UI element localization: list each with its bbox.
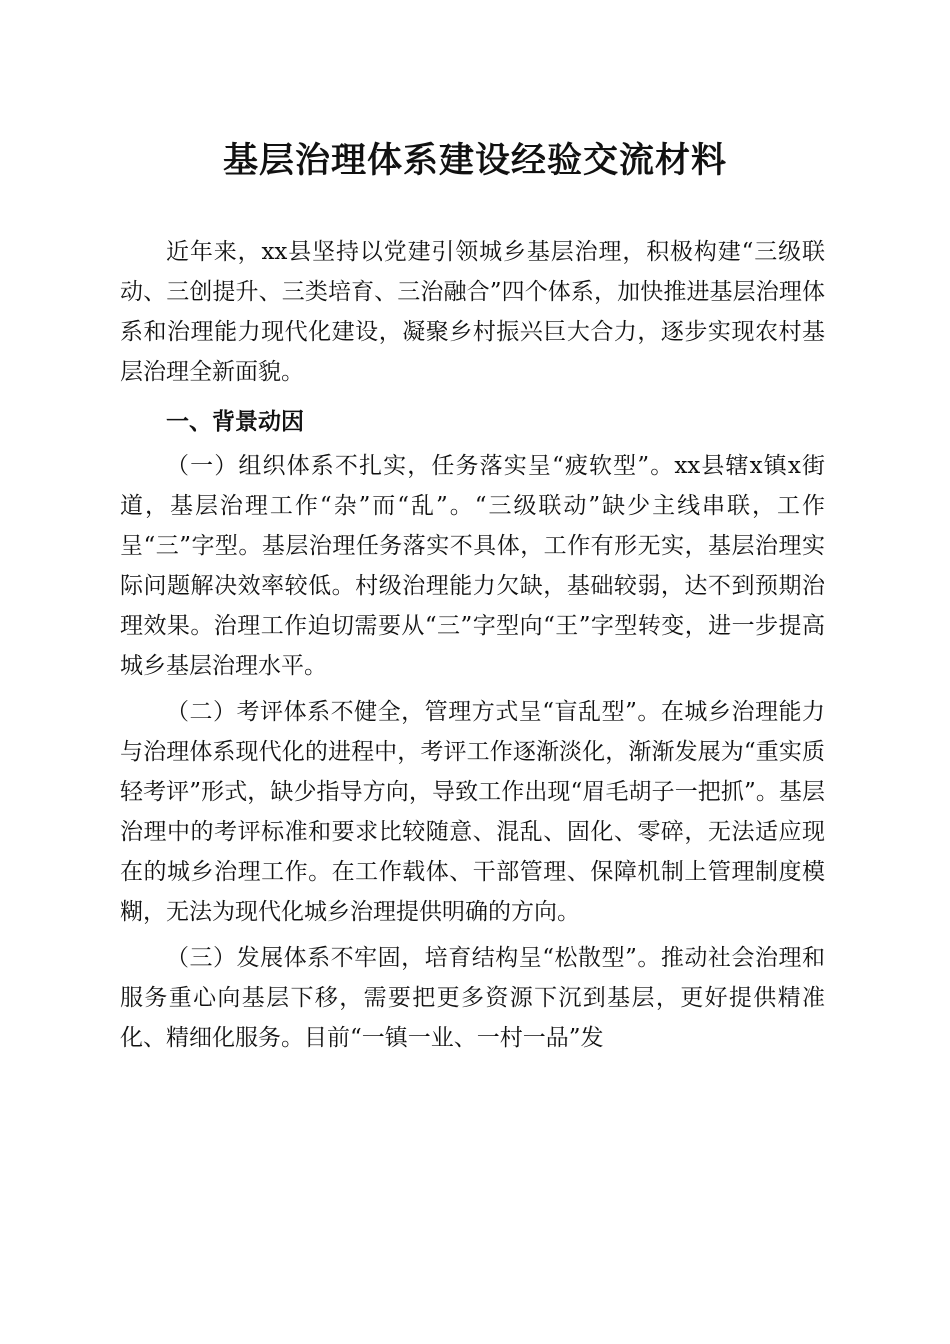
intro-paragraph: 近年来，xx县坚持以党建引领城乡基层治理，积极构建“三级联动、三创提升、三类培育、三治融合”四个体系，加快推进基层治理体系和治理能力现代化建设，凝聚乡村振兴巨大合力，逐步实现农村基层治理全新面貌。 [120,239,825,385]
document-body [120,232,825,1058]
subsection-paragraph-1 [120,446,825,686]
section-heading-background: 一、背景动因 [166,409,304,435]
document-title: 基层治理体系建设经验交流材料 [222,140,727,181]
subsection-body-1: xx县辖x镇x街道，基层治理工作“杂”而“乱”。“三级联动”缺少主线串联，工作呈“三”字型。基层治理任务落实不具体，工作有形无实，基层治理实际问题解决效率较低。村级治理能力欠缺，基础较弱，达不到预期治理效果。治理工作迫切需要从“三”字型向“王”字型转变，进一步提高城乡基层治理水平。 [120,453,825,679]
subsection-paragraph-3 [120,938,825,1058]
subsection-body-3: 推动社会治理和服务重心向基层下移，需要把更多资源下沉到基层，更好提供精准化、精细化服务。目前“一镇一业、一村一品”发 [120,945,825,1051]
subsection-title-1: （一）组织体系不扎实，任务落实呈“疲软型”。 [166,453,675,479]
subsection-title-3: （三）发展体系不牢固，培育结构呈“松散型”。 [166,945,661,971]
subsection-title-2: （二）考评体系不健全，管理方式呈“盲乱型”。 [166,699,661,725]
subsection-paragraph-2 [120,692,825,932]
subsection-body-2: 在城乡治理能力与治理体系现代化的进程中，考评工作逐渐淡化，渐渐发展为“重实质轻考评”形式，缺少指导方向，导致工作出现“眉毛胡子一把抓”。基层治理中的考评标准和要求比较随意、混乱、固化、零碎，无法适应现在的城乡治理工作。在工作载体、干部管理、保障机制上管理制度模糊，无法为现代化城乡治理提供明确的方向。 [120,699,825,925]
